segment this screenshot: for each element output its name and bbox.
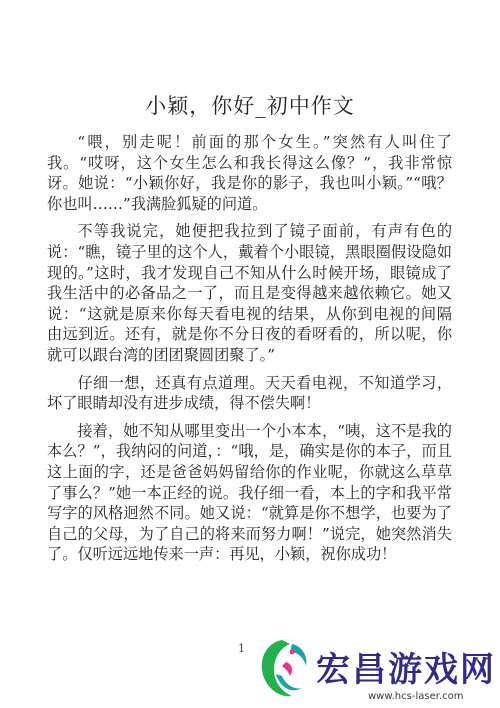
- document-body: [47, 132, 468, 572]
- paragraph-2: 不等我说完，她便把我拉到了镜子面前，有声有色的说：“瞧，镜子里的这个人，戴着个小眼镜，黑眼圈假设隐如现的。”这时，我才发现自己不知从什么时候开场，眼镜成了我生活中的必备品之一了，而且是变得越来越依赖它。她又说：“这就是原来你每天看电视的结果，从你到电视的间隔 由远到近。还有，就是你不分日夜的看呀看的，所以呢，你就可以跟台湾的团团聚圆团聚了。”: [47, 222, 468, 364]
- page-number: 1: [238, 642, 245, 655]
- dragon-logo-icon: [252, 634, 312, 706]
- paragraph-3: 仔细一想，还真有点道理。天天看电视，不知道学习，坏了眼睛却没有进步成绩，得不偿失啊！: [47, 373, 452, 413]
- site-watermark: [252, 634, 500, 708]
- watermark-brand: 宏昌游戏网: [316, 650, 496, 690]
- document-title: 小颖，你好_初中作文: [145, 94, 355, 118]
- watermark-url: www.hcs-laser.com: [368, 691, 464, 702]
- paragraph-1: “喂，别走呢！前面的那个女生。”突然有人叫住了我。“哎呀，这个女生怎么和我长得这么像？”，我非常惊讶。她说：“小颖你好，我是你的影子，我也叫小颖。”“哦？你也叫……”我满脸狐疑的问道。: [47, 133, 452, 213]
- paragraph-4: 接着，她不知从哪里变出一个小本本，“咦，这不是我的本么？”，我纳闷的问道，：“哦，是，确实是你的本子，而且这上面的字，还是爸爸妈妈留给你的作业呢，你就这么草草了事么？”她一本正经的说。我仔细一看，本上的字和我平常写字的风格迥然不同。她又说：“就算是你不想学，也要为了自己的父母，为了自己的将来而努力啊！”说完，她突然消失了。仅听远远地传来一声：再见，小颖，祝你成功！: [47, 421, 452, 564]
